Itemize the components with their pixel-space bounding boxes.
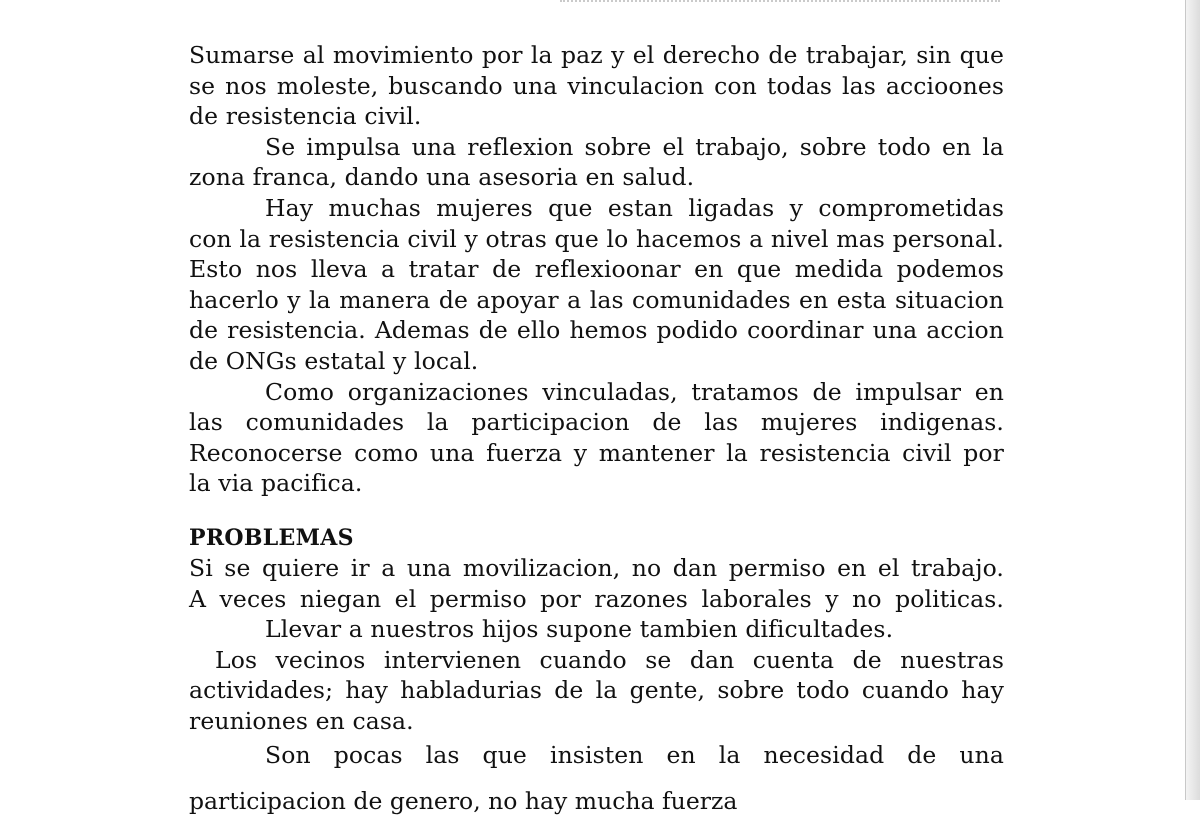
text-line: Como organizaciones vinculadas, tratamos de impulsar en — [265, 377, 1004, 406]
scan-top-marks — [560, 0, 1000, 8]
text-line: A veces niegan el permiso por razones laborales y no politicas. — [189, 584, 1004, 613]
text-line: con la resistencia civil y otras que lo hacemos a nivel mas personal. — [189, 224, 1004, 253]
text-line: hacerlo y la manera de apoyar a las comunidades en esta situacion — [189, 285, 1004, 314]
text-line: Se impulsa una reflexion sobre el trabajo, sobre todo en la — [265, 132, 1004, 161]
text-line: Esto nos lleva a tratar de reflexioonar en que medida podemos — [189, 255, 1004, 284]
text-line: Llevar a nuestros hijos supone tambien dificultades. — [265, 615, 894, 644]
text-line: zona franca, dando una asesoria en salud. — [189, 163, 695, 192]
text-line: las comunidades la participacion de las mujeres indigenas. — [189, 408, 1004, 437]
text-line: de resistencia civil. — [189, 102, 422, 131]
text-line: participacion de genero, no hay mucha fuerza — [189, 787, 738, 815]
cut-off-text-line — [189, 784, 1004, 815]
text-line: Si se quiere ir a una movilizacion, no dan permiso en el trabajo. — [189, 553, 1004, 582]
text-line: la via pacifica. — [189, 469, 363, 498]
text-line: de resistencia. Ademas de ello hemos podido coordinar una accion — [189, 316, 1004, 345]
text-line: reuniones en casa. — [189, 706, 414, 735]
page-edge-shadow — [1186, 0, 1200, 800]
text-line: Reconocerse como una fuerza y mantener la resistencia civil por — [189, 438, 1004, 467]
section-heading: PROBLEMAS — [189, 524, 354, 551]
document-body — [189, 40, 1004, 771]
text-line: Son pocas las que insisten en la necesidad de una — [265, 741, 1004, 770]
text-line: actividades; hay habladurias de la gente, sobre todo cuando hay — [189, 676, 1004, 705]
section-spacer — [189, 499, 1004, 523]
text-line: Sumarse al movimiento por la paz y el derecho de trabajar, sin que — [189, 41, 1004, 69]
text-line: de ONGs estatal y local. — [189, 346, 479, 375]
text-line: Hay muchas mujeres que estan ligadas y comprometidas — [265, 193, 1004, 222]
text-line: se nos moleste, buscando una vinculacion con todas las accioones — [189, 71, 1004, 100]
text-line: Los vecinos intervienen cuando se dan cuenta de nuestras — [215, 645, 1004, 674]
